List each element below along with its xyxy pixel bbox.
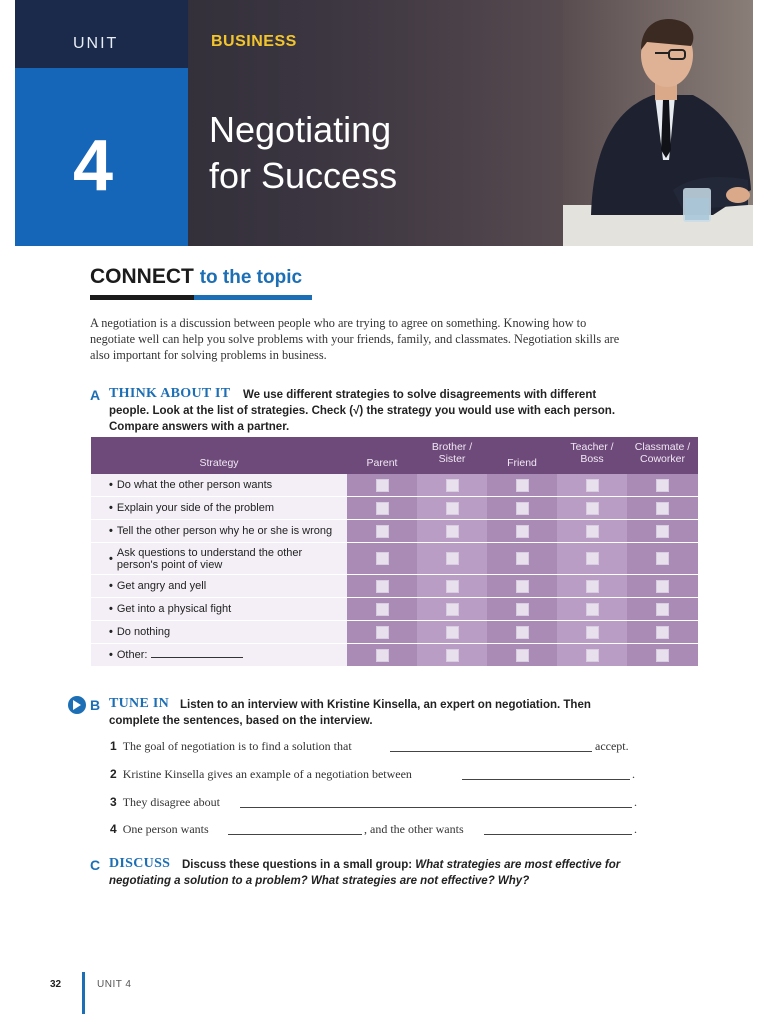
- table-row: [91, 644, 698, 667]
- strategy-cell: [91, 598, 347, 620]
- checkbox[interactable]: [446, 552, 459, 565]
- checkbox[interactable]: [656, 525, 669, 538]
- header-parent: Parent: [366, 457, 398, 469]
- check-cell: [347, 474, 417, 496]
- answer-blank-4a[interactable]: [228, 834, 362, 835]
- check-cell: [557, 644, 627, 666]
- checkbox[interactable]: [516, 603, 529, 616]
- item-2-end: .: [632, 767, 635, 781]
- answer-blank-1[interactable]: [390, 751, 592, 752]
- bullet-icon: •: [109, 649, 113, 661]
- check-cell: [627, 621, 698, 643]
- checkbox[interactable]: [586, 626, 599, 639]
- strategy-label: Get angry and yell: [116, 580, 207, 592]
- section-c-question: negotiating a solution to a problem? What strategies are not effective? Why?: [109, 875, 530, 887]
- checkbox[interactable]: [516, 479, 529, 492]
- checkbox[interactable]: [656, 580, 669, 593]
- check-cell: [557, 543, 627, 574]
- connect-underline: [90, 295, 312, 300]
- checkbox[interactable]: [586, 603, 599, 616]
- strategy-table: [91, 437, 698, 667]
- check-cell: [347, 621, 417, 643]
- checkbox[interactable]: [376, 502, 389, 515]
- checkbox[interactable]: [586, 502, 599, 515]
- strategy-label: Do nothing: [116, 626, 171, 638]
- connect-subtitle: to the topic: [199, 267, 303, 288]
- item-1-end: accept.: [595, 739, 629, 753]
- checkbox[interactable]: [446, 626, 459, 639]
- check-cell: [347, 598, 417, 620]
- intro-line: also important for solving problems in business.: [90, 348, 327, 362]
- unit-category: BUSINESS: [211, 33, 297, 50]
- check-cell: [557, 497, 627, 519]
- unit-label-strip: [15, 0, 188, 68]
- check-cell: [417, 497, 487, 519]
- checkbox[interactable]: [656, 603, 669, 616]
- checkbox[interactable]: [586, 479, 599, 492]
- checkbox[interactable]: [516, 502, 529, 515]
- checkbox[interactable]: [446, 649, 459, 662]
- strategy-text: [117, 502, 274, 514]
- table-row: [91, 598, 698, 621]
- section-c-title: DISCUSS: [109, 856, 171, 871]
- intro-line: negotiate well can help you solve problems with your friends, family, and classmates. Negotiation skills are: [90, 332, 620, 346]
- check-cell: [417, 543, 487, 574]
- unit-number: 4: [73, 126, 114, 206]
- header-friend: Friend: [507, 457, 537, 469]
- checkbox[interactable]: [656, 502, 669, 515]
- section-a-instruction: people. Look at the list of strategies. Check (√) the strategy you would use with each person.: [109, 405, 616, 417]
- check-cell: [487, 543, 557, 574]
- section-b-instruction: complete the sentences, based on the interview.: [109, 715, 373, 727]
- checkbox[interactable]: [376, 552, 389, 565]
- list-item: 2 Kristine Kinsella gives an example of a negotiation between: [110, 767, 412, 781]
- check-cell: [347, 543, 417, 574]
- checkbox[interactable]: [656, 626, 669, 639]
- checkbox[interactable]: [446, 525, 459, 538]
- strategy-cell: [91, 497, 347, 519]
- unit-title-line2: for Success: [209, 155, 398, 196]
- section-c-instruction: Discuss these questions in a small group: What strategies are most effective for: [182, 859, 621, 871]
- strategy-label: Other:: [116, 649, 148, 661]
- strategy-label: Get into a physical fight: [116, 603, 232, 615]
- table-row: [91, 497, 698, 520]
- connect-heading: [90, 265, 302, 289]
- list-item: 3 They disagree about: [110, 795, 220, 809]
- check-cell: [557, 598, 627, 620]
- check-cell: [417, 644, 487, 666]
- check-cell: [627, 543, 698, 574]
- check-cell: [487, 644, 557, 666]
- checkbox[interactable]: [376, 479, 389, 492]
- bullet-icon: •: [109, 479, 113, 491]
- other-blank[interactable]: [151, 649, 243, 658]
- section-c-letter: C: [90, 857, 101, 873]
- check-cell: [627, 474, 698, 496]
- table-row: [91, 543, 698, 575]
- checkbox[interactable]: [446, 479, 459, 492]
- strategy-text: [117, 547, 302, 571]
- unit-title-line1: Negotiating: [209, 109, 392, 150]
- checkbox[interactable]: [376, 525, 389, 538]
- item-3-end: .: [634, 795, 637, 809]
- check-cell: [347, 497, 417, 519]
- check-cell: [627, 598, 698, 620]
- checkbox[interactable]: [516, 626, 529, 639]
- header-brother-sister: Brother / Sister: [431, 441, 473, 465]
- checkbox[interactable]: [656, 649, 669, 662]
- list-item: 1 The goal of negotiation is to find a solution that: [110, 739, 352, 753]
- section-a-instruction: We use different strategies to solve disagreements with different: [243, 389, 597, 401]
- unit-label: UNIT: [73, 35, 119, 52]
- strategy-cell: [91, 644, 347, 666]
- checkbox[interactable]: [376, 580, 389, 593]
- section-a-instruction: Compare answers with a partner.: [109, 421, 290, 433]
- header-strategy: Strategy: [199, 457, 239, 469]
- answer-blank-2[interactable]: [462, 779, 630, 780]
- checkbox[interactable]: [586, 649, 599, 662]
- item-4-middle: , and the other wants: [364, 822, 464, 836]
- bullet-icon: •: [109, 552, 113, 565]
- check-cell: [487, 575, 557, 597]
- header-teacher-boss: Teacher / Boss: [570, 441, 614, 465]
- strategy-label: Ask questions to understand the other: [116, 546, 303, 559]
- strategy-label: Explain your side of the problem: [116, 502, 275, 514]
- check-cell: [417, 621, 487, 643]
- table-row: [91, 575, 698, 598]
- section-b-letter: B: [90, 697, 101, 713]
- check-cell: [487, 520, 557, 542]
- check-cell: [627, 520, 698, 542]
- checkbox[interactable]: [516, 552, 529, 565]
- check-cell: [347, 520, 417, 542]
- section-b-instruction: Listen to an interview with Kristine Kinsella, an expert on negotiation. Then: [180, 699, 591, 711]
- strategy-cell: [91, 621, 347, 643]
- answer-blank-4b[interactable]: [484, 834, 632, 835]
- unit-banner: [15, 0, 753, 246]
- check-cell: [487, 621, 557, 643]
- strategy-label: Tell the other person why he or she is wrong: [116, 525, 333, 537]
- checkbox[interactable]: [656, 479, 669, 492]
- table-row: [91, 621, 698, 644]
- checkbox[interactable]: [516, 649, 529, 662]
- footer-bar: [82, 972, 85, 1014]
- table-body: [91, 474, 698, 667]
- check-cell: [487, 497, 557, 519]
- section-a-letter: A: [90, 387, 101, 403]
- check-cell: [417, 520, 487, 542]
- checkbox[interactable]: [516, 525, 529, 538]
- strategy-cell: [91, 575, 347, 597]
- checkbox[interactable]: [516, 580, 529, 593]
- strategy-cell: [91, 520, 347, 542]
- businessman-photo: [563, 0, 753, 246]
- bullet-icon: •: [109, 603, 113, 615]
- bullet-icon: •: [109, 525, 113, 537]
- check-cell: [347, 575, 417, 597]
- checkbox[interactable]: [376, 603, 389, 616]
- footer-unit: UNIT 4: [97, 979, 132, 990]
- check-cell: [557, 474, 627, 496]
- checkbox[interactable]: [586, 525, 599, 538]
- check-cell: [487, 474, 557, 496]
- strategy-text: [117, 525, 332, 537]
- check-cell: [417, 474, 487, 496]
- check-cell: [417, 598, 487, 620]
- page-number: 32: [50, 979, 62, 990]
- bullet-icon: •: [109, 502, 113, 514]
- strategy-cell: [91, 474, 347, 496]
- strategy-text: [117, 649, 244, 661]
- strategy-text: [117, 603, 231, 615]
- section-a-title: THINK ABOUT IT: [109, 386, 231, 401]
- header-classmate-coworker: Classmate / Coworker: [634, 441, 691, 465]
- check-cell: [627, 644, 698, 666]
- checkbox[interactable]: [376, 626, 389, 639]
- check-cell: [487, 598, 557, 620]
- list-item: 4 One person wants: [110, 822, 209, 836]
- table-header: [91, 437, 698, 474]
- check-cell: [557, 520, 627, 542]
- checkbox[interactable]: [446, 580, 459, 593]
- strategy-cell: [91, 543, 347, 574]
- checkbox[interactable]: [376, 649, 389, 662]
- check-cell: [347, 644, 417, 666]
- checkbox[interactable]: [656, 552, 669, 565]
- intro-line: A negotiation is a discussion between people who are trying to agree on something. Knowing how to: [90, 316, 587, 330]
- intro-paragraph: [90, 315, 700, 363]
- connect-word: CONNECT: [90, 265, 194, 288]
- check-cell: [557, 621, 627, 643]
- section-b-title: TUNE IN: [109, 696, 170, 711]
- checkbox[interactable]: [446, 502, 459, 515]
- checkbox[interactable]: [586, 580, 599, 593]
- strategy-text: [117, 479, 272, 491]
- audio-play-icon[interactable]: [68, 696, 86, 714]
- checkbox[interactable]: [446, 603, 459, 616]
- check-cell: [557, 575, 627, 597]
- strategy-label: person's point of view: [116, 558, 223, 571]
- check-cell: [627, 497, 698, 519]
- check-cell: [417, 575, 487, 597]
- bullet-icon: •: [109, 626, 113, 638]
- answer-blank-3[interactable]: [240, 807, 632, 808]
- strategy-label: Do what the other person wants: [116, 479, 273, 491]
- item-4-end: .: [634, 822, 637, 836]
- bullet-icon: •: [109, 580, 113, 592]
- strategy-text: [117, 580, 206, 592]
- table-row: [91, 474, 698, 497]
- strategy-text: [117, 626, 170, 638]
- check-cell: [627, 575, 698, 597]
- table-row: [91, 520, 698, 543]
- checkbox[interactable]: [586, 552, 599, 565]
